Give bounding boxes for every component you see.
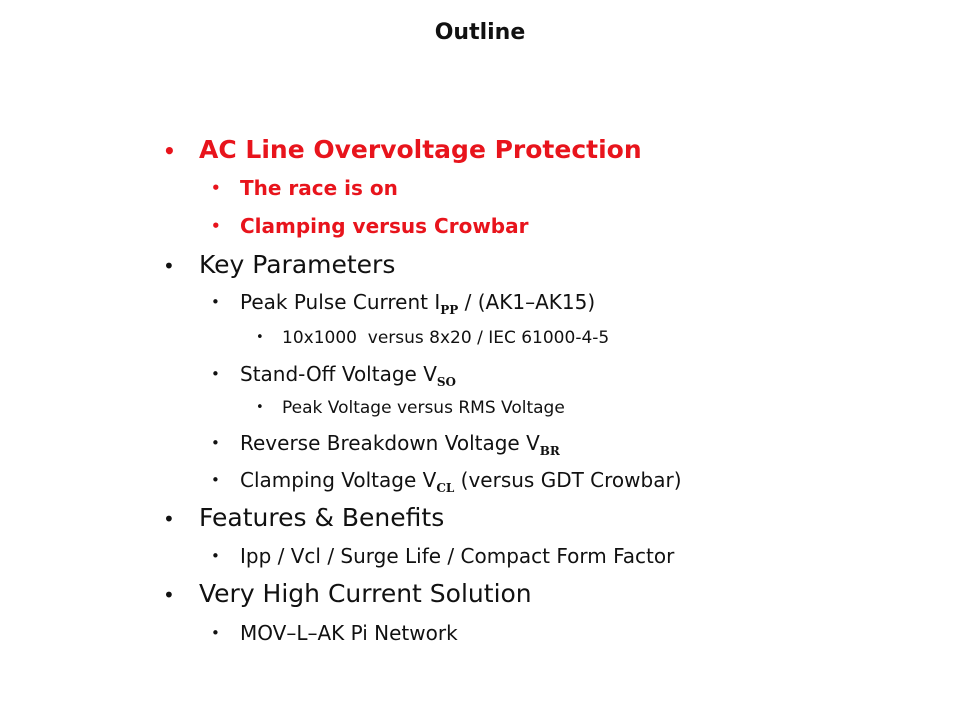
bullet-icon: • bbox=[163, 507, 175, 531]
item-text: Reverse Breakdown Voltage $V_{BR}$ bbox=[240, 431, 560, 458]
bullet-icon: • bbox=[163, 254, 175, 278]
item-text: Peak Voltage versus RMS Voltage bbox=[282, 398, 565, 418]
bullet-icon: • bbox=[163, 583, 175, 607]
subscript: PP bbox=[440, 303, 459, 317]
subscript: BR bbox=[539, 444, 560, 458]
item-text: 10x1000 versus 8x20 / IEC 61000-4-5 bbox=[282, 328, 610, 348]
item-text: Peak Pulse Current $I_{PP} / (AK1-AK15)$ bbox=[240, 290, 596, 317]
bullet-icon: • bbox=[211, 434, 220, 452]
item-text: Very High Current Solution bbox=[199, 579, 532, 608]
item-text: Ipp / Vcl / Surge Life / Compact Form Factor bbox=[240, 544, 675, 568]
item-text: Stand-Off Voltage $V_{SO}$ bbox=[240, 362, 456, 389]
slide-title: Outline bbox=[434, 20, 526, 45]
item-text: MOV–L–AK Pi Network bbox=[240, 621, 458, 645]
bullet-icon: • bbox=[211, 179, 221, 197]
subscript: SO bbox=[436, 375, 456, 389]
bullet-icon: • bbox=[211, 293, 220, 311]
bullet-icon: • bbox=[211, 471, 220, 489]
item-text: Features & Benefits bbox=[199, 503, 445, 532]
bullet-icon: • bbox=[256, 400, 264, 415]
item-text: Key Parameters bbox=[199, 250, 396, 279]
item-text: The race is on bbox=[240, 176, 398, 200]
bullet-icon: • bbox=[211, 624, 220, 642]
subscript: CL bbox=[436, 481, 455, 495]
bullet-icon: • bbox=[211, 365, 220, 383]
item-text: Clamping Voltage $V_{CL}$ (versus GDT Crowbar) bbox=[240, 468, 682, 495]
bullet-icon: • bbox=[211, 217, 221, 235]
bullet-icon: • bbox=[211, 547, 220, 565]
bullet-icon: • bbox=[256, 330, 264, 345]
item-text: Clamping versus Crowbar bbox=[240, 214, 529, 238]
bullet-icon: • bbox=[163, 139, 176, 163]
item-text: AC Line Overvoltage Protection bbox=[199, 135, 642, 164]
